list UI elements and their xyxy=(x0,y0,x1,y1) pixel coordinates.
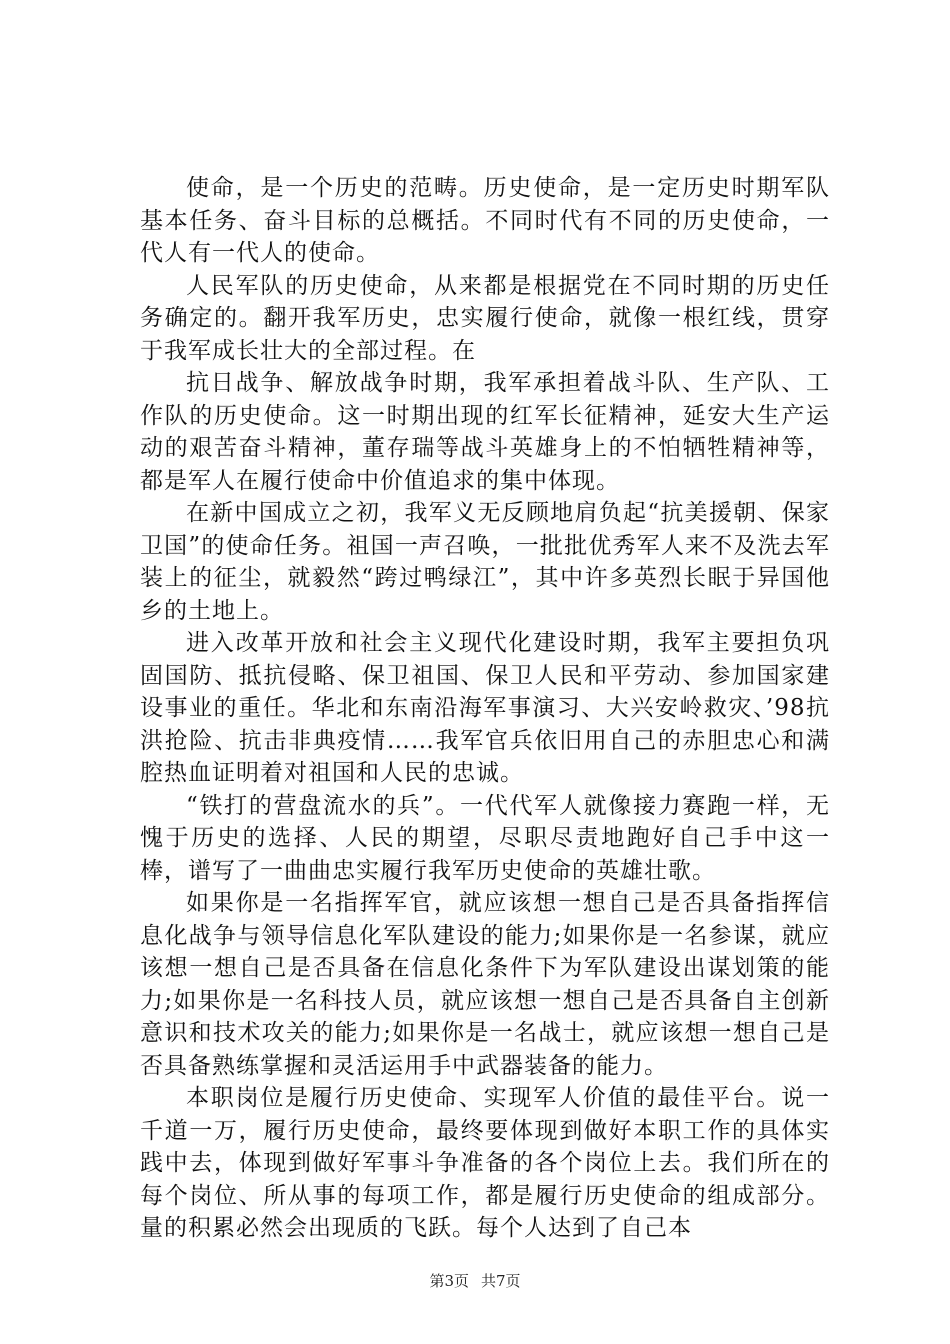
paragraph-6: “铁打的营盘流水的兵”。一代代军人就像接力赛跑一样，无愧于历史的选择、人民的期望，尽职尽责地跑好自己手中这一棒，谱写了一曲曲忠实履行我军历史使命的英雄壮歌。 xyxy=(140,792,830,884)
paragraph-7: 如果你是一名指挥军官，就应该想一想自己是否具备指挥信息化战争与领导信息化军队建设的能力;如果你是一名参谋，就应该想一想自己是否具备在信息化条件下为军队建设出谋划策的能力;如果你是一名科技人员，就应该想一想自己是否具备自主创新意识和技术攻关的能力;如果你是一名战士，就应该想一想自己是否具备熟练掌握和灵活运用手中武器装备的能力。 xyxy=(140,890,830,1079)
paragraph-8: 本职岗位是履行历史使命、实现军人价值的最佳平台。说一千道一万，履行历史使命，最终要体现到做好本职工作的具体实践中去，体现到做好军事斗争准备的各个岗位上去。我们所在的每个岗位、所从事的每项工作，都是履行历史使命的组成部分。量的积累必然会出现质的飞跃。每个人达到了自己本 xyxy=(140,1085,830,1241)
paragraph-1: 使命，是一个历史的范畴。历史使命，是一定历史时期军队基本任务、奋斗目标的总概括。不同时代有不同的历史使命，一代人有一代人的使命。 xyxy=(140,175,830,266)
paragraph-5: 进入改革开放和社会主义现代化建设时期，我军主要担负巩固国防、抵抗侵略、保卫祖国、保卫人民和平劳动、参加国家建设事业的重任。华北和东南沿海军事演习、大兴安岭救灾、’98抗洪抢险、抗击非典疫情……我军官兵依旧用自己的赤胆忠心和满腔热血证明着对祖国和人民的忠诚。 xyxy=(140,630,830,786)
page-number-total: 共7页 xyxy=(481,1272,521,1290)
page-footer xyxy=(0,1271,950,1291)
paragraph-3: 抗日战争、解放战争时期，我军承担着战斗队、生产队、工作队的历史使命。这一时期出现的红军长征精神，延安大生产运动的艰苦奋斗精神，董存瑞等战斗英雄身上的不怕牺牲精神等，都是军人在履行使命中价值追求的集中体现。 xyxy=(140,370,830,494)
paragraph-2: 人民军队的历史使命，从来都是根据党在不同时期的历史任务确定的。翻开我军历史，忠实履行使命，就像一根红线，贯穿于我军成长壮大的全部过程。在 xyxy=(140,272,830,364)
paragraph-4: 在新中国成立之初，我军义无反顾地肩负起“抗美援朝、保家卫国”的使命任务。祖国一声召唤，一批批优秀军人来不及洗去军装上的征尘，就毅然“跨过鸭绿江”，其中许多英烈长眠于异国他乡的土地上。 xyxy=(140,500,830,624)
page-number-current: 第3页 xyxy=(429,1272,469,1290)
document-body xyxy=(140,172,830,1245)
